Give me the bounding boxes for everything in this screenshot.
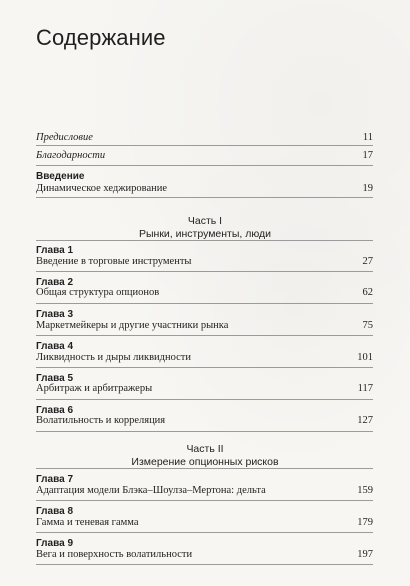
- chapter-heading: Глава 9: [36, 538, 74, 549]
- chapter-heading: Глава 5: [36, 373, 74, 384]
- toc-entry-label: Адаптация модели Блэка–Шоулза–Мертона: дельта: [36, 485, 266, 496]
- toc-divider: [36, 271, 373, 272]
- toc-entry-page: 127: [357, 415, 373, 426]
- chapter-heading: Глава 7: [36, 474, 74, 485]
- part-number-text: Часть II: [186, 443, 224, 455]
- toc-divider: [36, 500, 373, 501]
- toc-entry-page: 101: [357, 352, 373, 363]
- toc-divider: [36, 399, 373, 400]
- toc-entry-label: Маркетмейкеры и другие участники рынка: [36, 320, 229, 331]
- toc-entry-page: 11: [362, 132, 373, 143]
- toc-entry-label: Волатильность и корреляция: [36, 415, 166, 426]
- toc-entry-label: Вега и поверхность волатильности: [36, 549, 193, 560]
- toc-divider: [36, 303, 373, 304]
- part-title-text: Рынки, инструменты, люди: [138, 228, 272, 240]
- toc-divider: [36, 367, 373, 368]
- chapter-heading: Глава 2: [36, 277, 74, 288]
- toc-divider: [36, 145, 373, 146]
- chapter-heading: Глава 1: [36, 245, 74, 256]
- chapter-heading: Глава 4: [36, 341, 74, 352]
- toc-entry-page: 179: [357, 517, 373, 528]
- toc-divider: [36, 240, 373, 241]
- toc-entry-label: Общая структура опционов: [36, 287, 160, 298]
- toc-divider: [36, 564, 373, 565]
- toc-divider: [36, 532, 373, 533]
- introduction-heading: Введение: [36, 171, 85, 182]
- toc-entry-page: 27: [362, 256, 373, 267]
- toc-entry-page: 75: [362, 320, 373, 331]
- toc-entry-page: 62: [362, 287, 373, 298]
- toc-divider: [36, 431, 373, 432]
- toc-entry-label: Динамическое хеджирование: [36, 183, 168, 194]
- toc-entry-page: 197: [357, 549, 373, 560]
- toc-entry-label: Гамма и теневая гамма: [36, 517, 139, 528]
- toc-entry-page: 159: [357, 485, 373, 496]
- toc-divider: [36, 165, 373, 166]
- toc-entry-label: Введение в торговые инструменты: [36, 256, 192, 267]
- toc-divider: [36, 335, 373, 336]
- toc-entry-page: 117: [357, 383, 373, 394]
- part-number-text: Часть I: [187, 215, 223, 227]
- toc-divider: [36, 468, 373, 469]
- part-title-text: Измерение опционных рисков: [131, 456, 279, 468]
- toc-entry-label: Арбитраж и арбитражеры: [36, 383, 153, 394]
- chapter-heading: Глава 6: [36, 405, 74, 416]
- toc-entry-page: 19: [362, 183, 373, 194]
- page-title: Содержание: [36, 25, 166, 50]
- toc-entry-page: 17: [362, 150, 373, 161]
- toc-entry-label: Благодарности: [36, 150, 106, 161]
- toc-entry-label: Предисловие: [36, 132, 93, 143]
- toc-entry-label: Ликвидность и дыры ликвидности: [36, 352, 192, 363]
- chapter-heading: Глава 3: [36, 309, 74, 320]
- chapter-heading: Глава 8: [36, 506, 74, 517]
- toc-divider: [36, 197, 373, 198]
